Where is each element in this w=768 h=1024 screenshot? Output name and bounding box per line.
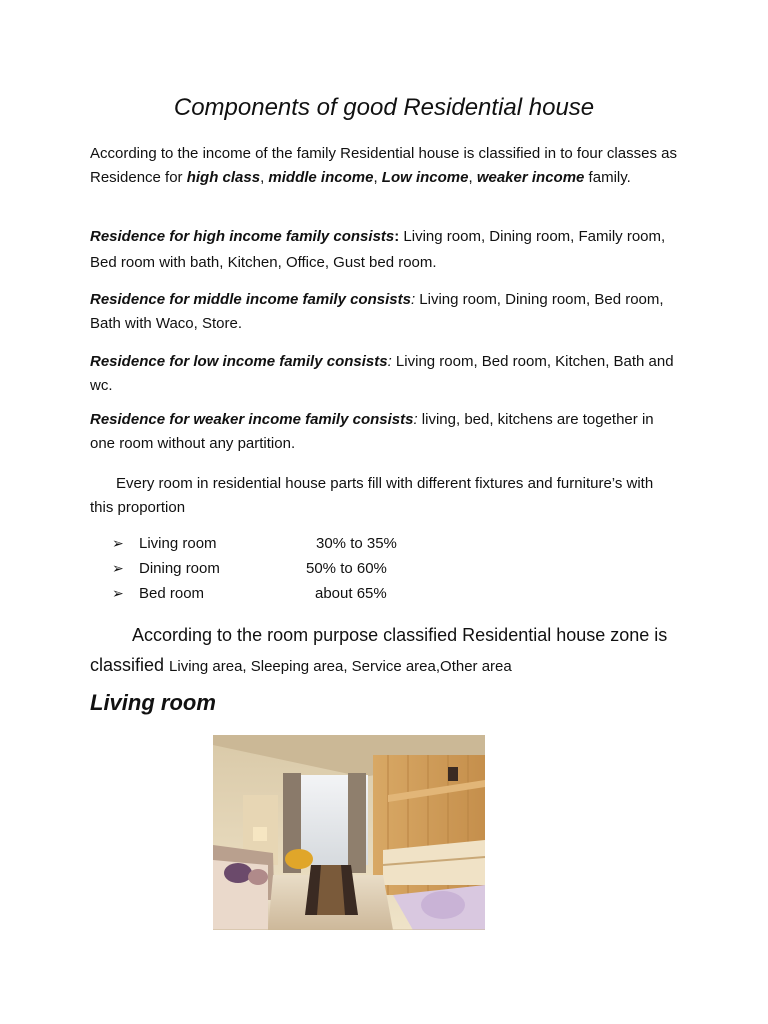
class-high: high class: [186, 169, 261, 186]
list-item-value: 30% to 35%: [316, 535, 397, 552]
low-income-text: Living room, Bed room, Kitchen, Bath and wc.: [90, 353, 674, 394]
list-item-value: 50% to 60%: [306, 560, 387, 577]
weaker-income-colon: :: [413, 411, 418, 428]
proportion-intro-text: Every room in residential house parts fill with different fixtures and furniture’s with this proportion: [90, 475, 654, 516]
living-room-photo: [213, 735, 485, 930]
intro-paragraph: [90, 142, 680, 190]
list-item-room: Dining room: [139, 560, 220, 577]
weaker-income-label: Residence for weaker income family consists: [90, 411, 414, 428]
arrow-bullet-icon: ➢: [112, 535, 124, 551]
section-heading: Living room: [90, 690, 216, 715]
middle-income-paragraph: [90, 288, 680, 336]
sep-1: ,: [260, 169, 269, 186]
list-item-value: about 65%: [315, 585, 387, 602]
low-income-paragraph: [90, 350, 680, 398]
intro-text-2: family.: [584, 169, 631, 186]
zone-paragraph: [90, 620, 690, 682]
zone-areas: Living area, Sleeping area, Service area,Other area: [169, 658, 512, 675]
list-item: [112, 556, 512, 581]
class-weaker: weaker income: [476, 169, 585, 186]
middle-income-colon: :: [410, 291, 416, 308]
arrow-bullet-icon: ➢: [112, 560, 124, 576]
low-income-label: Residence for low income family consists: [90, 353, 388, 370]
list-item: [112, 531, 512, 556]
weaker-income-paragraph: [90, 408, 680, 456]
zone-lead: According to the room purpose classified Residential house zone is classified: [90, 625, 668, 675]
high-income-colon: :: [394, 228, 400, 245]
intro-text-1: According to the income of the family Residential house is classified in to four classes as Residence for: [90, 145, 677, 186]
weaker-income-text: living, bed, kitchens are together in one room without any partition.: [90, 411, 654, 452]
class-middle: middle income: [268, 169, 374, 186]
arrow-bullet-icon: ➢: [112, 585, 124, 601]
high-income-paragraph: [90, 224, 680, 276]
class-low: Low income: [381, 169, 469, 186]
proportion-intro: [90, 472, 680, 520]
list-item-room: Living room: [139, 535, 217, 552]
high-income-text: Living room, Dining room, Family room, Bed room with bath, Kitchen, Office, Gust bed room.: [90, 228, 666, 271]
list-item: [112, 581, 512, 606]
proportion-list: [112, 531, 512, 606]
list-item-room: Bed room: [139, 585, 205, 602]
high-income-label: Residence for high income family consists: [90, 228, 395, 245]
low-income-colon: :: [387, 353, 392, 370]
page-title: Components of good Residential house: [173, 94, 595, 121]
sep-2: ,: [373, 169, 382, 186]
sep-3: ,: [468, 169, 477, 186]
middle-income-text: Living room, Dining room, Bed room, Bath with Waco, Store.: [90, 291, 664, 332]
middle-income-label: Residence for middle income family consists: [90, 291, 411, 308]
